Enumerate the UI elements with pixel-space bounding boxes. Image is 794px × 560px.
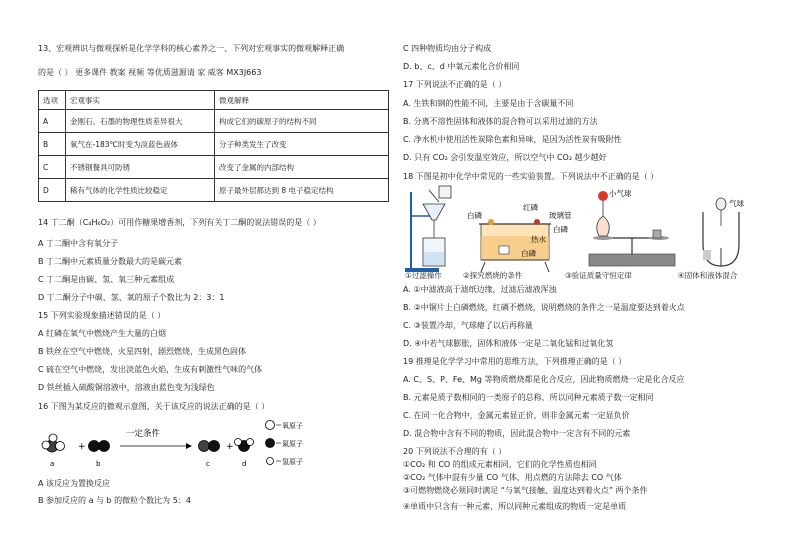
- y-tube-apparatus: [703, 198, 739, 266]
- q15-option-d: D 铁丝插入硫酸铜溶液中，溶液由蓝色变为浅绿色: [38, 383, 215, 392]
- label-hot-water: 热水: [531, 235, 546, 244]
- caption-solid-liquid: ④固体和液体混合: [678, 271, 738, 280]
- q20-statement-4: ④单质中只含有一种元素，所以同种元素组成的物质一定是单质: [403, 502, 627, 511]
- q14-option-b: B 丁二酮中元素质量分数最大的是碳元素: [38, 257, 183, 266]
- q15-option-b: B 铁丝在空气中燃烧，火星四射，剧烈燃烧，生成黑色固体: [38, 347, 247, 356]
- q14-option-a: A 丁二酮中含有氧分子: [38, 239, 119, 248]
- molecule-a: [42, 434, 65, 452]
- legend-nitrogen: 氮原子: [282, 440, 303, 448]
- table-row: [39, 133, 389, 156]
- label-d: d: [242, 460, 247, 468]
- table-cell: 改变了金属的内部结构: [215, 156, 389, 179]
- q15-option-a: A 红磷在氧气中燃烧产生大量的白烟: [38, 329, 167, 338]
- legend-swatch-oxygen: [266, 421, 275, 430]
- label-glass-tube: 玻璃管: [549, 211, 572, 220]
- caption-combustion: ②探究燃烧的条件: [463, 271, 523, 280]
- q16-option-b: B 参加反应的 a 与 b 的微粒个数比为 5：4: [38, 496, 191, 505]
- q17-option-d: D. 只有 CO₂ 会引发温室效应，所以空气中 CO₂ 越少越好: [403, 153, 607, 162]
- label-white-phosphorus-1: 白磷: [467, 211, 482, 220]
- q20-statement-3: ③可燃物燃烧必须同时满足 “与氧气接触、温度达到着火点” 两个条件: [403, 486, 648, 495]
- label-balloon: 气球: [729, 199, 744, 208]
- svg-text:+: +: [226, 442, 234, 452]
- q18-stem: 18 下图是初中化学中常见的一些实验装置。下列说法中不正确的是（ ）: [403, 172, 659, 181]
- label-c: c: [206, 460, 210, 468]
- table-cell: D: [39, 179, 66, 202]
- q14-option-c: C 丁二酮是由碳、氢、氧三种元素组成: [38, 275, 175, 284]
- q18-option-b: B. ②中铜片上白磷燃烧，红磷不燃烧，说明燃烧的条件之一是温度要达到着火点: [403, 303, 685, 312]
- label-white-phosphorus-2: 白磷: [521, 249, 536, 258]
- q17-option-a: A. 生铁和钢的性能不同，主要是由于含碳量不同: [403, 99, 574, 108]
- table-header-cell: 微观解释: [215, 91, 389, 110]
- plus-sign: +: [78, 442, 86, 452]
- q19-option-a: A. C、S、P、Fe、Mg 等物质燃烧都是化合反应，因此物质燃烧一定是化合反应: [403, 375, 685, 384]
- label-a: a: [50, 460, 55, 468]
- q18-option-d: D. ④中若气球膨胀，固体和液体一定是二氧化锰和过氧化氢: [403, 339, 614, 348]
- label-white-phosphorus-3: 白磷: [553, 225, 568, 234]
- table-header-cell: 选项: [39, 91, 66, 110]
- q14-stem: 14 丁二酮（C₄H₆O₂）可用作糖果增香剂，下列有关丁二酮的说法错误的是（ ）: [38, 218, 321, 227]
- table-row: [39, 110, 389, 133]
- q16-option-d: D. b、c、d 中氧元素化合价相同: [403, 62, 520, 71]
- table-cell: A: [39, 110, 66, 133]
- label-red-phosphorus: 红磷: [523, 203, 538, 212]
- q13-stem-line1: 13、宏观辨识与微观探析是化学学科的核心素养之一、下列对宏观事实的微观解释正确: [38, 44, 345, 53]
- combustion-apparatus: [479, 219, 551, 272]
- table-cell: 原子最外层都达到 8 电子稳定结构: [215, 179, 389, 202]
- legend-oxygen: 氧原子: [282, 422, 303, 430]
- q18-option-a: A. ①中滤液高于滤纸边缘，过滤后滤液浑浊: [403, 285, 557, 294]
- q20-statement-1: ①CO₂ 和 CO 的组成元素相同，它们的化学性质也相同: [403, 460, 597, 469]
- q16-option-c: C 四种物质均由分子构成: [403, 44, 492, 53]
- table-cell: 分子种类发生了改变: [215, 133, 389, 156]
- molecule-b: [89, 441, 110, 452]
- experiment-figures: [403, 186, 773, 278]
- q17-option-c: C. 净水机中使用活性炭除色素和异味，是因为活性炭有吸附性: [403, 135, 622, 144]
- table-cell: 不锈钢餐具可防锈: [66, 156, 215, 179]
- q19-option-c: C. 在同一化合物中，金属元素显正价，则非金属元素一定显负价: [403, 411, 630, 420]
- q13-table: [38, 90, 389, 202]
- q20-stem: 20 下列说法不合理的有（ ）: [403, 447, 507, 456]
- q20-statement-2: ②CO₂ 气体中混有少量 CO 气体，用点燃的方法除去 CO 气体: [403, 473, 622, 482]
- legend-swatch-nitrogen: [266, 439, 275, 448]
- q17-stem: 17 下列说法不正确的是（ ）: [403, 80, 507, 89]
- label-b: b: [96, 460, 101, 468]
- q19-stem: 19 推理是化学学习中常用的思维方法，下列推理正确的是（ ）: [403, 357, 627, 366]
- label-small-balloon: 小气球: [609, 189, 632, 198]
- q13-stem-line2: 的是（ ） 更多课件 教案 视频 等优质滋源请 家 威客 MX3J663: [38, 68, 262, 77]
- q19-option-b: B. 元素是质子数相同的一类原子的总称，所以同种元素质子数一定相同: [403, 393, 654, 402]
- table-header-row: [39, 91, 389, 110]
- caption-mass-conservation: ③验证质量守恒定律: [565, 271, 632, 280]
- q16-stem: 16 下图为某反应的微观示意图，关于该反应的说法正确的是（ ）: [38, 402, 270, 411]
- legend-hydrogen: 氢原子: [282, 458, 303, 466]
- reaction-diagram: [38, 418, 303, 470]
- q14-option-d: D 丁二酮分子中碳、氢、氧的原子个数比为 2：3：1: [38, 293, 225, 302]
- table-row: [39, 179, 389, 202]
- q17-option-b: B. 分离不溶性固体和液体的混合物可以采用过滤的方法: [403, 117, 598, 126]
- q15-option-c: C 硫在空气中燃烧，发出淡蓝色火焰，生成有刺激性气味的气体: [38, 365, 263, 374]
- table-cell: 构成它们的碳原子的结构不同: [215, 110, 389, 133]
- table-cell: B: [39, 133, 66, 156]
- table-row: [39, 156, 389, 179]
- table-cell: 氧气在-183℃时变为淡蓝色液体: [66, 133, 215, 156]
- legend-swatch-hydrogen: [267, 458, 274, 465]
- q19-option-d: D. 混合物中含有不同的物质，因此混合物中一定含有不同的元素: [403, 429, 631, 438]
- table-cell: 稀有气体的化学性质比较稳定: [66, 179, 215, 202]
- table-cell: C: [39, 156, 66, 179]
- molecule-d: [235, 439, 254, 452]
- q18-option-c: C. ③装置冷却，气球瘪了以后再称量: [403, 321, 533, 330]
- caption-filtration: ①过滤操作: [405, 271, 442, 280]
- molecule-c: [199, 441, 220, 452]
- arrow-label: 一定条件: [126, 429, 161, 439]
- q15-stem: 15 下列实验现象描述错误的是（ ）: [38, 311, 166, 320]
- table-cell: 金刚石、石墨的物理性质差异很大: [66, 110, 215, 133]
- filtration-apparatus: [405, 186, 451, 272]
- balance-apparatus: [589, 191, 675, 266]
- q16-option-a: A 该反应为置换反应: [38, 479, 111, 488]
- table-header-cell: 宏观事实: [66, 91, 215, 110]
